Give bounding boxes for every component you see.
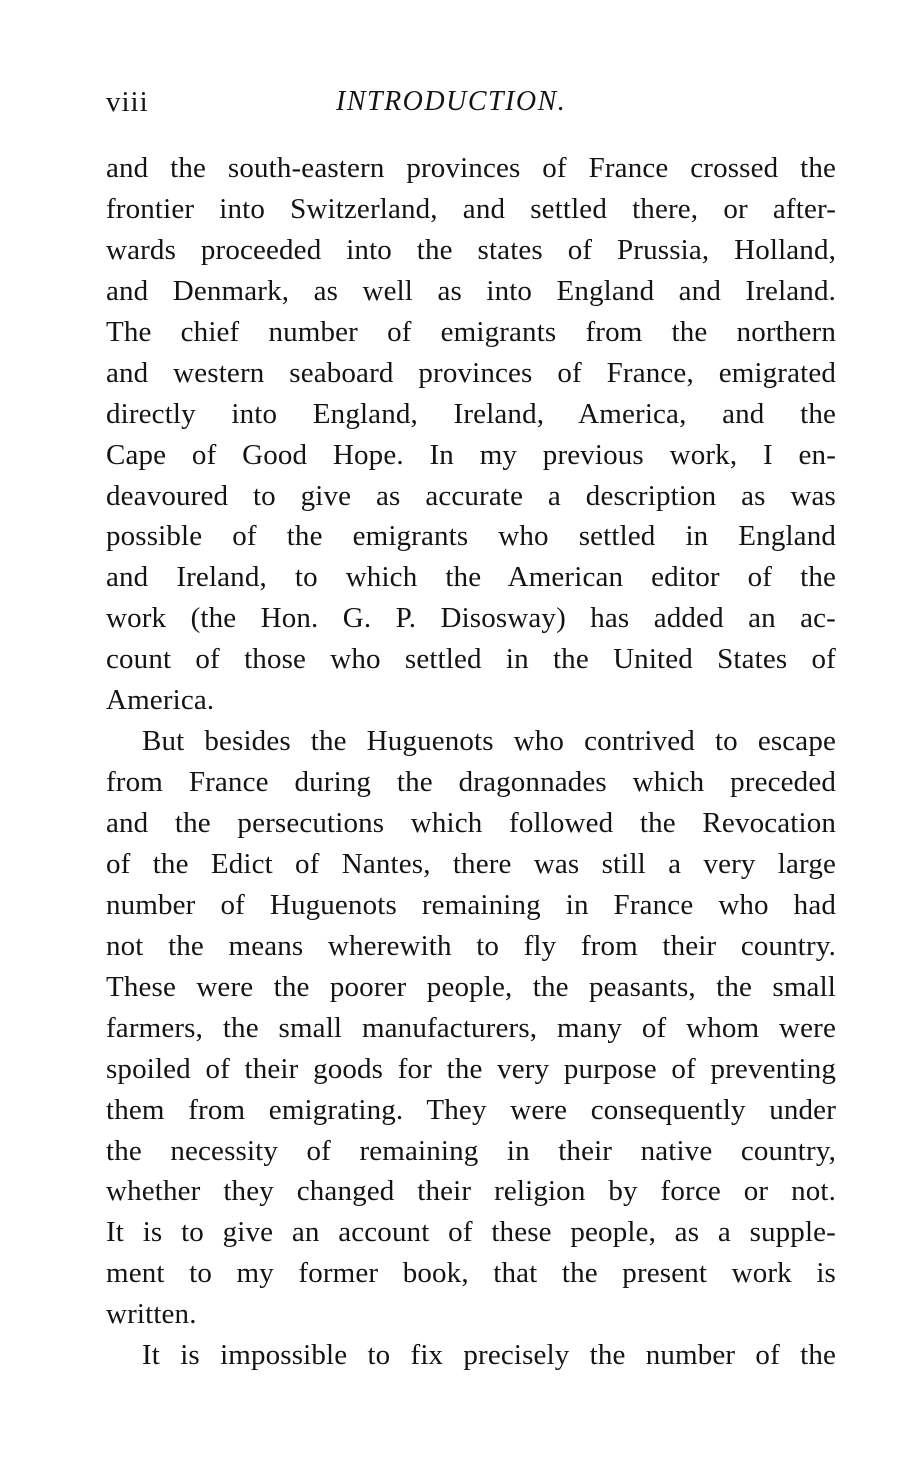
text-line: These were the poorer people, the peasants, the small (106, 970, 836, 1003)
text-line: possible of the emigrants who settled in England (106, 520, 836, 553)
text-line: work (the Hon. G. P. Disosway) has added an ac- (106, 602, 836, 635)
running-title: INTRODUCTION. (336, 86, 567, 117)
text-line: frontier into Switzerland, and settled there, or after- (106, 192, 836, 225)
text-line: America. (106, 684, 215, 717)
text-line: of the Edict of Nantes, there was still a very large (106, 847, 836, 880)
text-line: and the south-eastern provinces of France crossed the (106, 152, 836, 184)
text-line: spoiled of their goods for the very purpose of preventing (106, 1052, 836, 1085)
text-line: the necessity of remaining in their native country, (106, 1134, 836, 1167)
body-text (106, 148, 836, 1376)
text-line: count of those who settled in the United States of (106, 643, 836, 676)
text-line: from France during the dragonnades which preceded (106, 766, 836, 799)
page-number: viii (106, 86, 149, 118)
text-line: wards proceeded into the states of Prussia, Holland, (106, 233, 836, 266)
page-header (106, 86, 836, 126)
text-line: The chief number of emigrants from the northern (106, 315, 836, 348)
text-line: and Ireland, to which the American editor of the (106, 561, 836, 594)
text-line: and the persecutions which followed the Revocation (106, 807, 836, 839)
text-line: It is to give an account of these people, as a supple- (106, 1216, 836, 1249)
text-line: and Denmark, as well as into England and Ireland. (106, 274, 836, 307)
text-line: whether they changed their religion by force or not. (106, 1175, 836, 1208)
text-line: not the means wherewith to fly from their country. (106, 929, 836, 962)
text-line: It is impossible to fix precisely the number of the (142, 1339, 836, 1372)
text-line: and western seaboard provinces of France, emigrated (106, 356, 836, 389)
text-line: ment to my former book, that the present work is (106, 1257, 836, 1290)
text-line: number of Huguenots remaining in France who had (106, 888, 836, 921)
text-line: directly into England, Ireland, America, and the (106, 397, 836, 430)
text-line: written. (106, 1298, 197, 1331)
text-line: farmers, the small manufacturers, many of whom were (106, 1011, 836, 1044)
text-line: them from emigrating. They were consequently under (106, 1093, 836, 1126)
text-line: Cape of Good Hope. In my previous work, I en- (106, 438, 836, 471)
text-line: deavoured to give as accurate a description as was (106, 479, 836, 512)
text-line: But besides the Huguenots who contrived to escape (142, 725, 836, 758)
